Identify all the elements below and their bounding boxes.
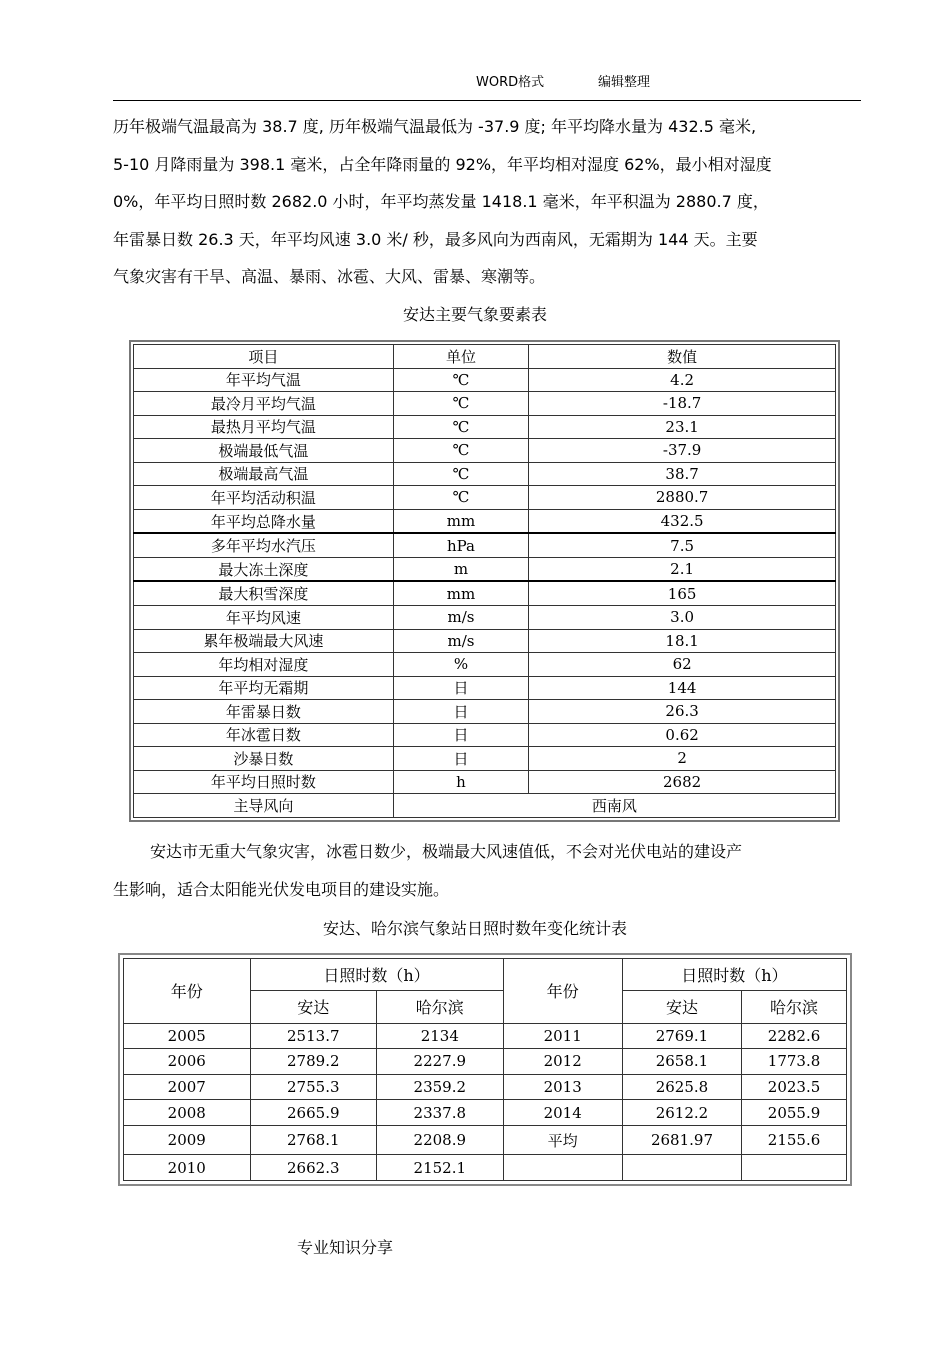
table-row <box>124 1023 847 1049</box>
table-cell: 2.1 <box>529 557 836 581</box>
table-cell: 2513.7 <box>250 1023 377 1049</box>
table-row <box>134 462 836 486</box>
table-cell: 2208.9 <box>377 1125 504 1155</box>
table-cell: h <box>393 770 528 794</box>
table-cell: ℃ <box>393 415 528 439</box>
table2-caption: 安达、哈尔滨气象站日照时数年变化统计表 <box>322 919 627 938</box>
table-cell: m/s <box>393 605 528 629</box>
table-cell: ℃ <box>393 392 528 416</box>
table-cell: 年平均风速 <box>134 605 394 629</box>
table-cell: 年平均活动积温 <box>134 486 394 510</box>
table-cell: 2359.2 <box>377 1074 504 1100</box>
table-cell: 日 <box>393 723 528 747</box>
paragraph-line: 生影响，适合太阳能光伏发电项目的建设实施。 <box>113 879 450 899</box>
table-cell: 年平均日照时数 <box>134 770 394 794</box>
table-row <box>134 557 836 581</box>
table-cell: 日 <box>393 747 528 771</box>
paragraph-line: 5-10 月降雨量为 398.1 毫米，占全年降雨量的 92%，年平均相对湿度 62%，最小相对湿度 <box>113 154 772 174</box>
table-header-cell: 项目 <box>134 345 394 369</box>
table-cell: 沙暴日数 <box>134 747 394 771</box>
table-cell: 2662.3 <box>250 1155 377 1181</box>
table-cell: 2012 <box>503 1049 622 1075</box>
table-row <box>134 653 836 677</box>
table-row <box>134 605 836 629</box>
paragraph-line: 安达市无重大气象灾害，冰雹日数少，极端最大风速值低，不会对光伏电站的建设产 <box>150 842 743 861</box>
station-header: 安达 <box>250 991 377 1023</box>
table-cell: mm <box>393 509 528 533</box>
table-cell: 18.1 <box>529 629 836 653</box>
table-cell: 1773.8 <box>742 1049 847 1075</box>
table-cell: 日 <box>393 676 528 700</box>
table-cell: 极端最低气温 <box>134 439 394 463</box>
table-cell: ℃ <box>393 439 528 463</box>
table-row <box>124 1155 847 1181</box>
table-row <box>134 676 836 700</box>
table-cell: 432.5 <box>529 509 836 533</box>
table-row <box>124 1100 847 1126</box>
table-cell: 2009 <box>124 1125 251 1155</box>
table-row <box>134 368 836 392</box>
table-cell: 2681.97 <box>622 1125 741 1155</box>
table-row <box>134 700 836 724</box>
table-row <box>134 392 836 416</box>
paragraph-line: 0%，年平均日照时数 2682.0 小时，年平均蒸发量 1418.1 毫米，年平积温为 2880.7 度， <box>113 192 769 211</box>
table-cell: 主导风向 <box>134 794 394 818</box>
table-cell: 最热月平均气温 <box>134 415 394 439</box>
page-footer: 专业知识分享 <box>297 1238 394 1257</box>
table1-caption: 安达主要气象要素表 <box>402 305 547 324</box>
table-row <box>134 747 836 771</box>
table-cell: 7.5 <box>529 533 836 557</box>
table-cell: 年均相对湿度 <box>134 653 394 677</box>
table-row <box>124 1125 847 1155</box>
table-cell: 西南风 <box>393 794 835 818</box>
table-cell: 2282.6 <box>742 1023 847 1049</box>
header-format-label: WORD格式 <box>476 75 545 90</box>
table-row <box>134 439 836 463</box>
table-cell: hPa <box>393 533 528 557</box>
table-cell: 2337.8 <box>377 1100 504 1126</box>
table-header-cell: 单位 <box>393 345 528 369</box>
sunshine-hours-table-frame <box>118 953 852 1186</box>
sunshine-group-header: 日照时数（h） <box>622 959 846 991</box>
table-cell: 165 <box>529 581 836 605</box>
climate-paragraph <box>113 108 861 296</box>
table-cell: -37.9 <box>529 439 836 463</box>
table-row <box>134 794 836 818</box>
table-cell: 2006 <box>124 1049 251 1075</box>
table-cell: 2011 <box>503 1023 622 1049</box>
table-cell: ℃ <box>393 368 528 392</box>
table-cell: m <box>393 557 528 581</box>
table-cell: 年平均气温 <box>134 368 394 392</box>
table-cell: 2134 <box>377 1023 504 1049</box>
sunshine-hours-table <box>123 958 847 1181</box>
table-cell: ℃ <box>393 486 528 510</box>
table-row <box>134 509 836 533</box>
table-cell: 2612.2 <box>622 1100 741 1126</box>
table-cell: 62 <box>529 653 836 677</box>
paragraph-line: 历年极端气温最高为 38.7 度, 历年极端气温最低为 -37.9 度; 年平均降水量为 432.5 毫米, <box>113 117 757 136</box>
year-header: 年份 <box>503 959 622 1024</box>
table-row <box>134 723 836 747</box>
table-cell: 年冰雹日数 <box>134 723 394 747</box>
table-cell: 2227.9 <box>377 1049 504 1075</box>
table-cell: 年雷暴日数 <box>134 700 394 724</box>
paragraph-line: 气象灾害有干旱、高温、暴雨、冰雹、大风、雷暴、寒潮等。 <box>113 267 546 286</box>
table-cell: 2658.1 <box>622 1049 741 1075</box>
table-cell: ℃ <box>393 462 528 486</box>
table-cell: 最大冻土深度 <box>134 557 394 581</box>
table-cell: 平均 <box>503 1125 622 1155</box>
table-cell: 23.1 <box>529 415 836 439</box>
table-cell: 4.2 <box>529 368 836 392</box>
conclusion-paragraph <box>113 833 861 908</box>
table-cell: 2665.9 <box>250 1100 377 1126</box>
sunshine-group-header: 日照时数（h） <box>250 959 503 991</box>
table-cell: 144 <box>529 676 836 700</box>
table-cell: % <box>393 653 528 677</box>
table-cell: 2010 <box>124 1155 251 1181</box>
table-cell: 3.0 <box>529 605 836 629</box>
table-cell: 2023.5 <box>742 1074 847 1100</box>
table-cell: 38.7 <box>529 462 836 486</box>
table-cell: 2768.1 <box>250 1125 377 1155</box>
year-header: 年份 <box>124 959 251 1024</box>
table-row <box>124 1049 847 1075</box>
table-cell: 2008 <box>124 1100 251 1126</box>
table-cell: 累年极端最大风速 <box>134 629 394 653</box>
table-cell: 年平均无霜期 <box>134 676 394 700</box>
table-cell <box>503 1155 622 1181</box>
table-row <box>134 486 836 510</box>
table-cell: 最大积雪深度 <box>134 581 394 605</box>
table-cell: m/s <box>393 629 528 653</box>
station-header: 安达 <box>622 991 741 1023</box>
table-cell: mm <box>393 581 528 605</box>
table-row <box>134 629 836 653</box>
station-header: 哈尔滨 <box>377 991 504 1023</box>
station-header: 哈尔滨 <box>742 991 847 1023</box>
table-cell: 2755.3 <box>250 1074 377 1100</box>
table-row <box>134 415 836 439</box>
table-cell: 2769.1 <box>622 1023 741 1049</box>
table-cell: 多年平均水汽压 <box>134 533 394 557</box>
table-row <box>134 533 836 557</box>
weather-elements-table-frame <box>129 340 840 822</box>
header-edit-label: 编辑整理 <box>598 75 651 90</box>
table-cell: 日 <box>393 700 528 724</box>
table-cell: 2682 <box>529 770 836 794</box>
table-row <box>124 1074 847 1100</box>
table-cell: 2055.9 <box>742 1100 847 1126</box>
table-cell: 2007 <box>124 1074 251 1100</box>
table-header-cell: 数值 <box>529 345 836 369</box>
table-cell: -18.7 <box>529 392 836 416</box>
table-cell <box>742 1155 847 1181</box>
table-cell: 2880.7 <box>529 486 836 510</box>
weather-elements-table <box>133 344 836 818</box>
table-cell: 2152.1 <box>377 1155 504 1181</box>
table-cell: 2789.2 <box>250 1049 377 1075</box>
table-cell: 26.3 <box>529 700 836 724</box>
table-cell: 极端最高气温 <box>134 462 394 486</box>
table-row <box>134 770 836 794</box>
page-header <box>113 68 861 101</box>
table-cell: 2014 <box>503 1100 622 1126</box>
table-cell: 2625.8 <box>622 1074 741 1100</box>
table-cell: 2005 <box>124 1023 251 1049</box>
table-cell: 年平均总降水量 <box>134 509 394 533</box>
table-row <box>134 581 836 605</box>
table-cell: 2155.6 <box>742 1125 847 1155</box>
table-cell <box>622 1155 741 1181</box>
table-cell: 2013 <box>503 1074 622 1100</box>
table-cell: 2 <box>529 747 836 771</box>
table-cell: 最冷月平均气温 <box>134 392 394 416</box>
table-cell: 0.62 <box>529 723 836 747</box>
paragraph-line: 年雷暴日数 26.3 天，年平均风速 3.0 米/ 秒，最多风向为西南风，无霜期为 144 天。主要 <box>113 229 758 249</box>
